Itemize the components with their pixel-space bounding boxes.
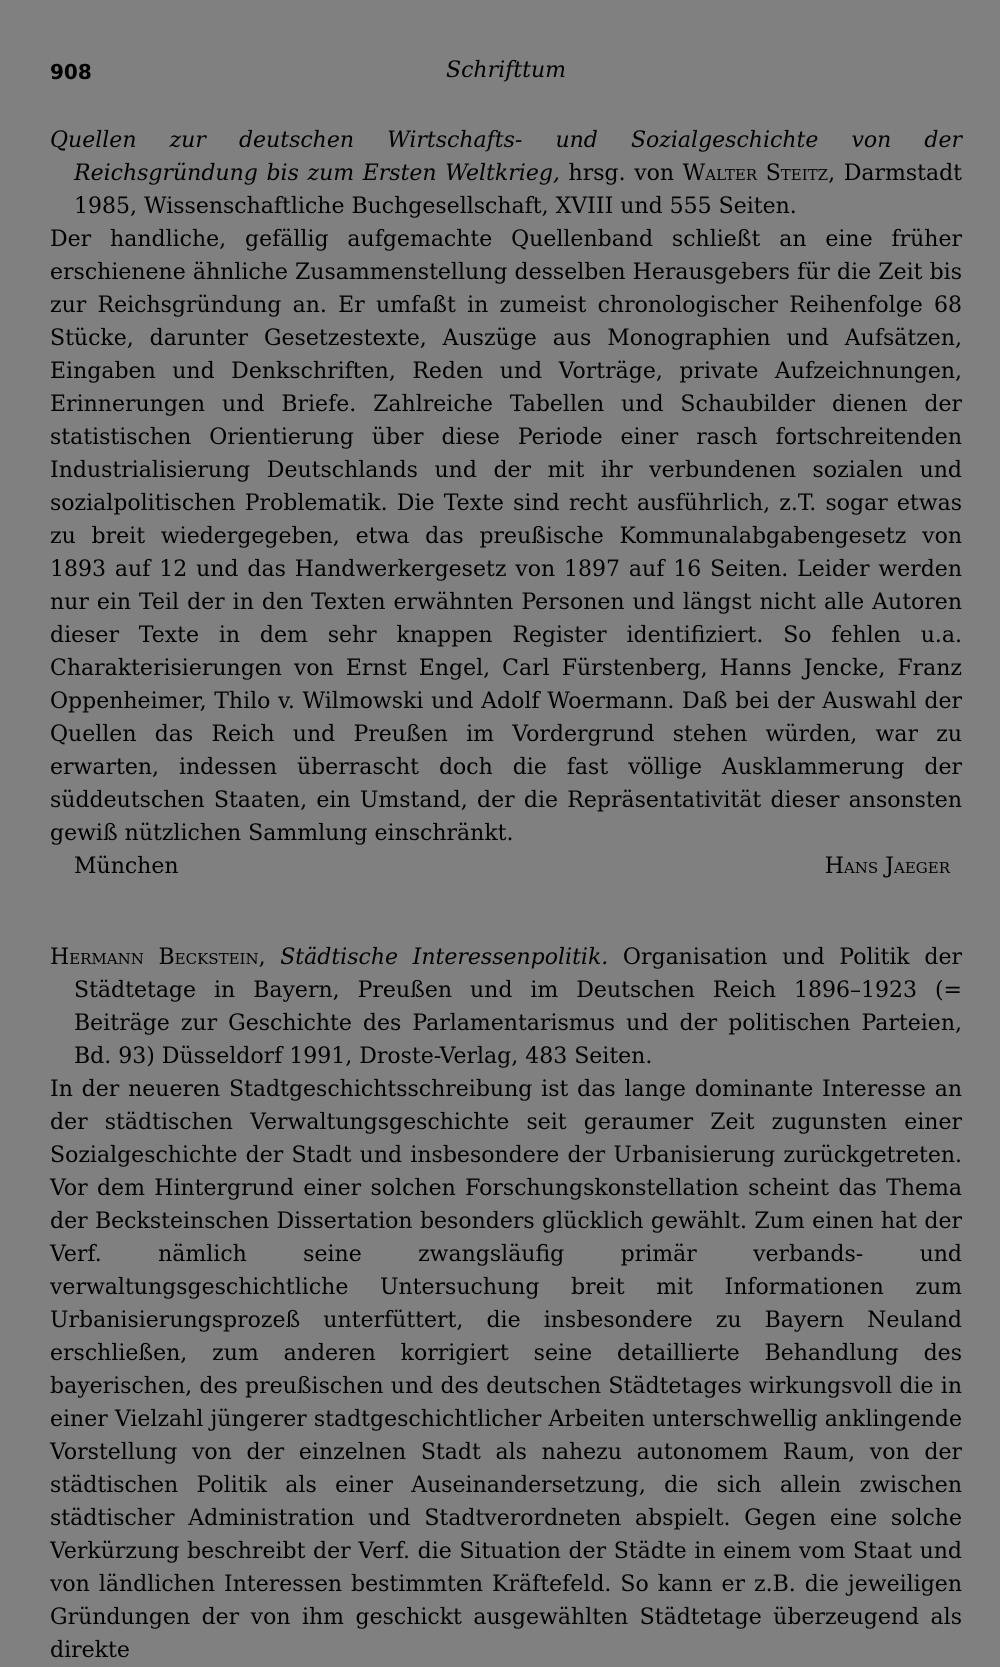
review-citation — [50, 941, 962, 1073]
review-beckstein — [50, 941, 962, 1667]
citation-title: Quellen zur deutschen Wirtschafts- und Sozialgeschichte von der Reichsgründung bis zum Ersten Weltkrieg, — [50, 128, 962, 186]
reviewer-name: Hans Jaeger — [824, 854, 950, 879]
citation-author: Hermann Beckstein — [50, 945, 259, 970]
review-steitz — [50, 124, 962, 883]
document-page — [50, 56, 963, 1663]
citation-separator: , — [258, 945, 281, 970]
page-number: 908 — [50, 60, 92, 84]
review-signoff — [50, 850, 962, 883]
page-header — [50, 56, 962, 96]
review-body: In der neueren Stadtgeschichtsschreibung ist das lange dominante Interesse an der städtischen Verwaltungsgeschichte seit geraumer Zeit zugunsten einer Sozialgeschichte der Stadt und insbesondere der Urbanisierung zurückgetreten. Vor dem Hintergrund einer solchen Forschungskonstellation scheint das Thema der Becksteinschen Dissertation besonders glücklich gewählt. Zum einen hat der Verf. nämlich seine zwangsläufig primär verbands- und verwaltungsgeschichtliche Untersuchung breit mit Informationen zum Urbanisierungsprozeß unterfüttert, die insbesondere zu Bayern Neuland erschließen, zum anderen korrigiert seine detaillierte Behandlung des bayerischen, des preußischen und des deutschen Städtetages wirkungsvoll die in einer Vielzahl jüngerer stadtgeschichtlicher Arbeiten unterschwellig anklingende Vorstellung von der einzelnen Stadt als nahezu autonomem Raum, von der städtischen Politik als einer Auseinandersetzung, die sich allein zwischen städtischer Administration und Stadtverordneten abspielt. Gegen eine solche Verkürzung beschreibt der Verf. die Situation der Städte in einem vom Staat und von ländlichen Interessen bestimmten Kräftefeld. So kann er z.B. die jeweiligen Gründungen der von ihm geschickt ausgewählten Städtetage überzeugend als direkte — [50, 1077, 962, 1663]
citation-editor: Walter Steitz — [682, 161, 829, 186]
running-head: Schrifttum — [446, 58, 566, 83]
reviewer-place: München — [74, 854, 179, 879]
citation-editor-prefix: hrsg. von — [559, 161, 683, 186]
citation-rest: Organisation und Politik der Städtetage in Bayern, Preußen und im Deutschen Reich 1896–1923 (= Beiträge zur Geschichte des Parlamentarismus und der politischen Parteien, Bd. 93) Düsseldorf 1991, Droste-Verlag, 483 Seiten. — [74, 945, 962, 1069]
review-citation — [50, 124, 962, 223]
citation-title: Städtische Interessenpolitik. — [280, 945, 609, 970]
review-body: Der handliche, gefällig aufgemachte Quellenband schließt an eine früher erschienene ähnliche Zusammenstellung desselben Herausgebers für die Zeit bis zur Reichsgründung an. Er umfaßt in zumeist chronologischer Reihenfolge 68 Stücke, darunter Gesetzestexte, Auszüge aus Monographien und Aufsätzen, Eingaben und Denkschriften, Reden und Vorträge, private Aufzeichnungen, Erinnerungen und Briefe. Zahlreiche Tabellen und Schaubilder dienen der statistischen Orientierung über diese Periode einer rasch fortschreitenden Industrialisierung Deutschlands und der mit ihr verbundenen sozialen und sozialpolitischen Problematik. Die Texte sind recht ausführlich, z.T. sogar etwas zu breit wiedergegeben, etwa das preußische Kommunalabgabengesetz von 1893 auf 12 und das Handwerkergesetz von 1897 auf 16 Seiten. Leider werden nur ein Teil der in den Texten erwähnten Personen und längst nicht alle Autoren dieser Texte in dem sehr knappen Register identifiziert. So fehlen u.a. Charakterisierungen von Ernst Engel, Carl Fürstenberg, Hanns Jencke, Franz Oppenheimer, Thilo v. Wilmowski und Adolf Woermann. Daß bei der Auswahl der Quellen das Reich und Preußen im Vordergrund stehen würden, war zu erwarten, indessen überrascht doch die fast völlige Ausklammerung der süddeutschen Staaten, ein Umstand, der die Repräsentativität dieser ansonsten gewiß nützlichen Sammlung einschränkt. — [50, 227, 962, 846]
citation-rest: , Darmstadt 1985, Wissenschaftliche Buchgesellschaft, XVIII und 555 Seiten. — [74, 161, 963, 219]
